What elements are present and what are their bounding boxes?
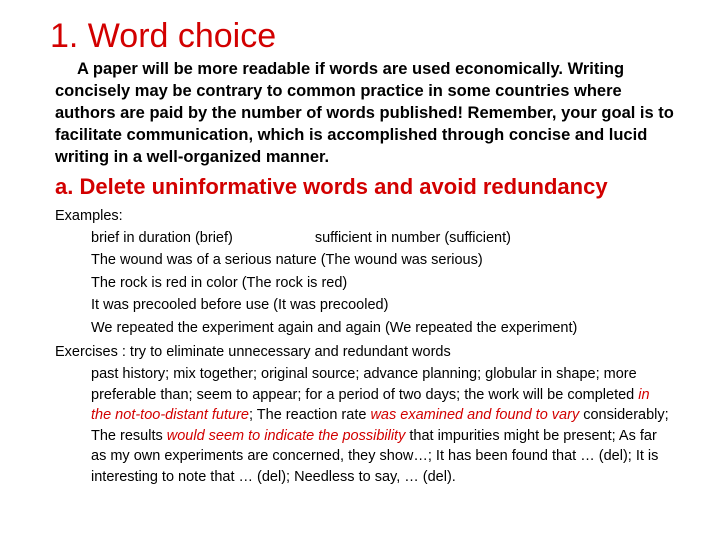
section-subtitle: a. Delete uninformative words and avoid redundancy — [55, 174, 608, 199]
exercise-text: past history; mix together; original source; advance planning; globular in shape; more preferable than; seem to appear; for a period of two days; the work will be completed — [91, 366, 639, 403]
exercises-label: Exercises : try to eliminate unnecessary and redundant words — [55, 344, 451, 360]
example-item — [91, 227, 577, 249]
examples-list — [91, 227, 577, 339]
example-text: brief in duration (brief) — [91, 230, 233, 246]
highlighted-phrase: would seem to indicate the possibility — [166, 427, 406, 444]
example-text: sufficient in number (sufficient) — [314, 230, 511, 246]
example-item: It was precooled before use (It was precooled) — [91, 297, 389, 314]
slide-title: 1. Word choice — [50, 17, 277, 55]
intro-paragraph — [55, 58, 683, 168]
highlighted-phrase: in the not-too-distant future — [91, 386, 650, 424]
example-item: The wound was of a serious nature (The wound was serious) — [91, 252, 483, 269]
highlighted-phrase: was examined and found to vary — [370, 407, 580, 424]
exercise-text: that impurities might be present; As far as my own experiments are concerned, they show…; It has been found that … (del); It is interesting to note that … (del); Needless to say, … (del). — [91, 427, 659, 485]
example-item: The rock is red in color (The rock is red) — [91, 274, 348, 291]
exercise-text: ; The reaction rate — [249, 407, 371, 424]
exercise-text: considerably; The results — [91, 407, 669, 444]
exercises-paragraph — [91, 364, 669, 488]
examples-label: Examples: — [55, 208, 123, 224]
intro-first-line: A paper will be more readable if words are used economically. Writing — [77, 60, 625, 78]
intro-rest: concisely may be contrary to common practice in some countries where authors are paid by the number of words published! Remember, your goal is to facilitate communication, which is accomplished through concise and lucid writing in a well-organized manner. — [55, 82, 674, 166]
example-item: We repeated the experiment again and again (We repeated the experiment) — [91, 319, 578, 336]
